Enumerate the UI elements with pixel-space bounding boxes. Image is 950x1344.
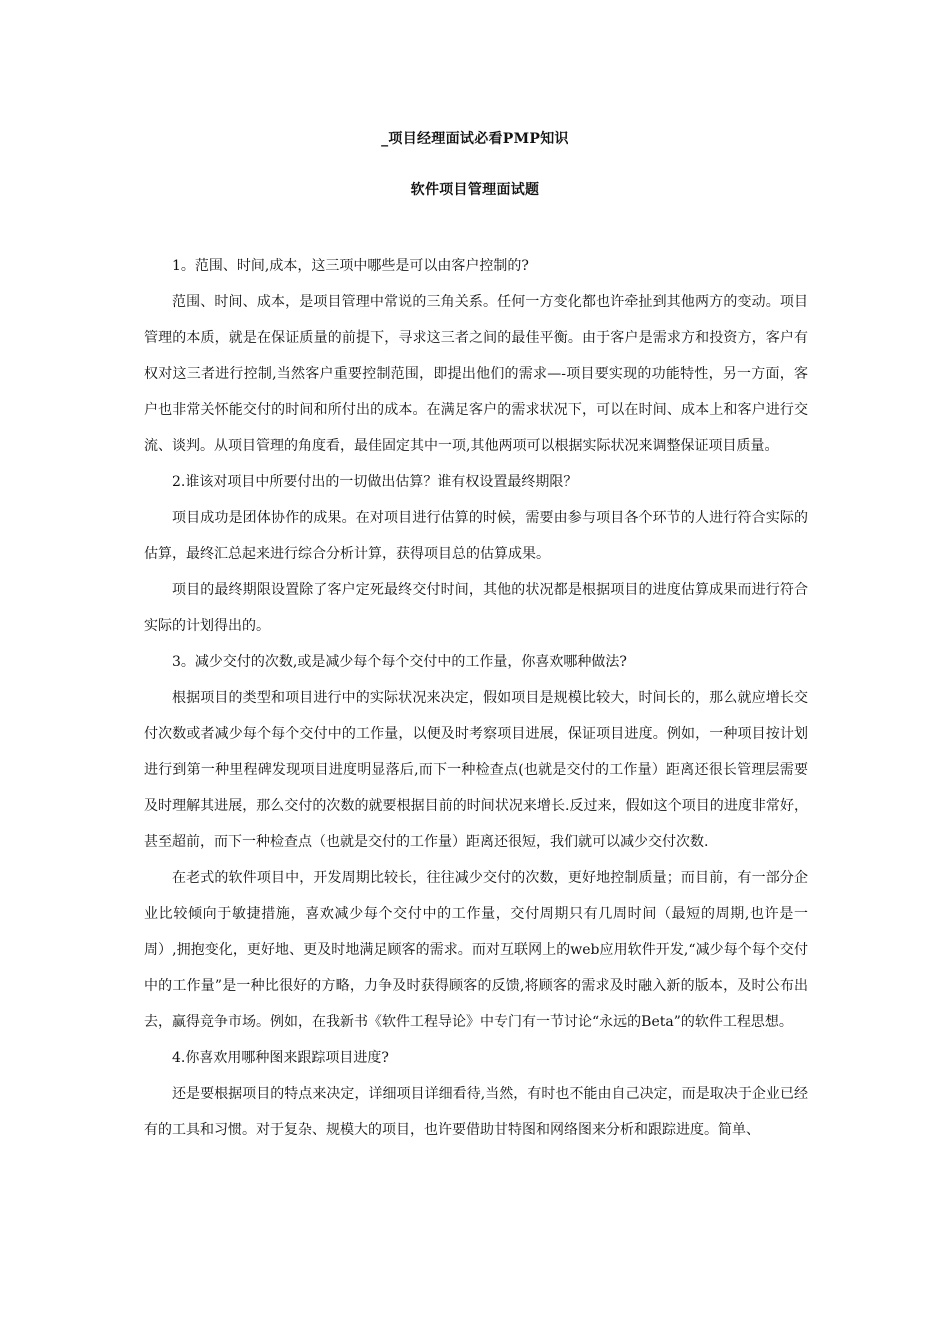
question-2: 2.谁该对项目中所要付出的一切做出估算？谁有权设置最终期限？ xyxy=(172,474,578,490)
answer-2-paragraph-1: 项目成功是团体协作的成果。在对项目进行估算的时候，需要由参与项目各个环节的人进行符合实际的估算，最终汇总起来进行综合分析计算，获得项目总的估算成果。 xyxy=(144,510,808,562)
document-body xyxy=(144,248,808,1148)
answer-4-paragraph: 还是要根据项目的特点来决定，详细项目详细看待,当然，有时也不能由自己决定，而是取决于企业已经有的工具和习惯。对于复杂、规模大的项目，也许要借助甘特图和网络图来分析和跟踪进度。简单、 xyxy=(144,1086,808,1138)
document-title: _项目经理面试必看PMP知识 xyxy=(381,131,569,147)
answer-1-paragraph: 范围、时间、成本，是项目管理中常说的三角关系。任何一方变化都也许牵扯到其他两方的变动。项目管理的本质，就是在保证质量的前提下，寻求这三者之间的最佳平衡。由于客户是需求方和投资方，客户有权对这三者进行控制,当然客户重要控制范围，即提出他们的需求—-项目要实现的功能特性，另一方面，客户也非常关怀能交付的时间和所付出的成本。在满足客户的需求状况下，可以在时间、成本上和客户进行交流、谈判。从项目管理的角度看，最佳固定其中一项,其他两项可以根据实际状况来调整保证项目质量。 xyxy=(144,294,808,454)
answer-2-paragraph-2: 项目的最终期限设置除了客户定死最终交付时间，其他的状况都是根据项目的进度估算成果而进行符合实际的计划得出的。 xyxy=(144,582,808,634)
answer-3-paragraph-2: 在老式的软件项目中，开发周期比较长，往往减少交付的次数，更好地控制质量；而目前，有一部分企业比较倾向于敏捷措施，喜欢减少每个交付中的工作量，交付周期只有几周时间（最短的周期,也许是一周）,拥抱变化，更好地、更及时地满足顾客的需求。而对互联网上的web应用软件开发,“减少每个每个交付中的工作量”是一种比很好的方略，力争及时获得顾客的反馈,将顾客的需求及时融入新的版本，及时公布出去，赢得竞争市场。例如，在我新书《软件工程导论》中专门有一节讨论“永远的Beta”的软件工程思想。 xyxy=(144,870,808,1030)
document-subtitle: 软件项目管理面试题 xyxy=(410,182,540,198)
question-3: 3。减少交付的次数,或是减少每个每个交付中的工作量，你喜欢哪种做法? xyxy=(172,654,627,670)
answer-3-paragraph-1: 根据项目的类型和项目进行中的实际状况来决定，假如项目是规模比较大，时间长的，那么就应增长交付次数或者减少每个每个交付中的工作量，以便及时考察项目进展，保证项目进度。例如，一种项目按计划进行到第一种里程碑发现项目进度明显落后,而下一种检查点(也就是交付的工作量）距离还很长管理层需要及时理解其进展，那么交付的次数的就要根据目前的时间状况来增长.反过来，假如这个项目的进度非常好，甚至超前，而下一种检查点（也就是交付的工作量）距离还很短，我们就可以减少交付次数. xyxy=(144,690,808,850)
question-1: 1。范围、时间,成本，这三项中哪些是可以由客户控制的? xyxy=(172,258,529,274)
question-4: 4.你喜欢用哪种图来跟踪项目进度? xyxy=(172,1050,389,1066)
